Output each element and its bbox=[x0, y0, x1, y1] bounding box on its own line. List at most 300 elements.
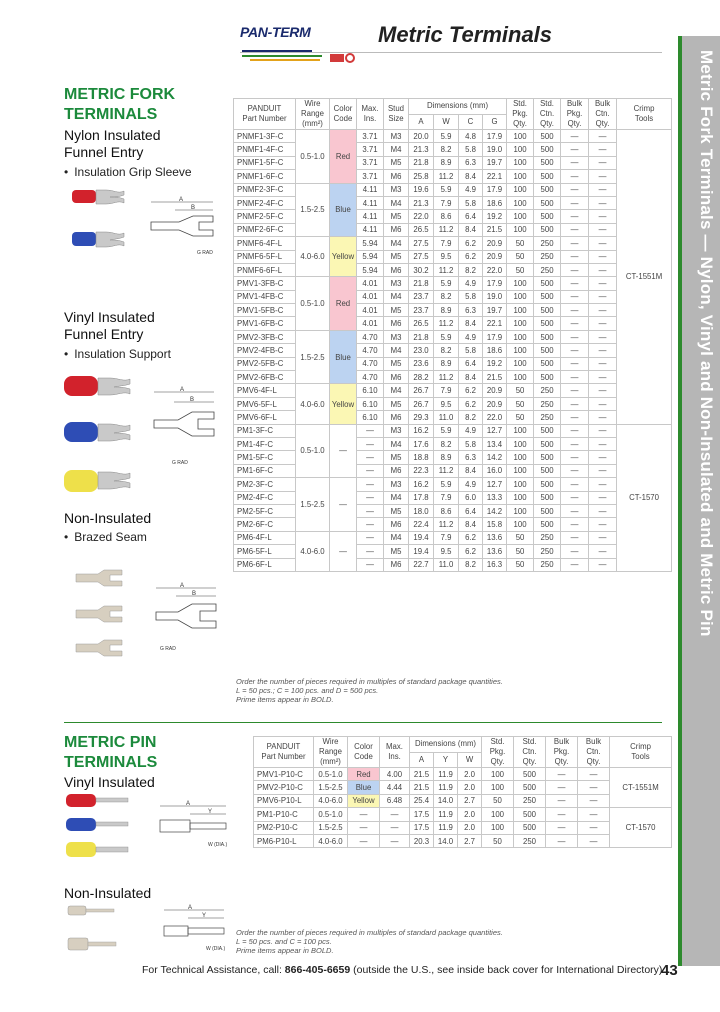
pin-title-line2: TERMINALS bbox=[64, 754, 158, 771]
std-pkg-qty: 100 bbox=[507, 478, 534, 491]
dim-w: 8.6 bbox=[434, 504, 459, 517]
pin-header-wire: Wire Range (mm²) bbox=[314, 737, 348, 768]
bulk-pkg-qty: — bbox=[561, 371, 589, 384]
stud-size: M3 bbox=[384, 330, 409, 343]
dim-a: 17.8 bbox=[409, 491, 434, 504]
std-ctn-qty: 500 bbox=[534, 143, 561, 156]
dim-c: 6.3 bbox=[459, 451, 483, 464]
dim-w: 8.6 bbox=[434, 210, 459, 223]
fork-spec-table bbox=[233, 98, 672, 572]
dim-a: 22.7 bbox=[409, 558, 434, 571]
std-pkg-qty: 100 bbox=[507, 371, 534, 384]
footer-tech-assistance bbox=[142, 964, 662, 976]
max-insulation: 3.71 bbox=[357, 156, 384, 169]
dim-g: 20.9 bbox=[483, 384, 507, 397]
dim-a: 21.3 bbox=[409, 196, 434, 209]
bulk-pkg-qty: — bbox=[561, 263, 589, 276]
part-number: PNMF2-4F-C bbox=[234, 196, 296, 209]
stud-size: M5 bbox=[384, 545, 409, 558]
stud-size: M4 bbox=[384, 531, 409, 544]
color-code: Red bbox=[330, 130, 357, 184]
dim-g: 16.3 bbox=[483, 558, 507, 571]
fork-header-color: Color Code bbox=[330, 99, 357, 130]
max-insulation: — bbox=[357, 491, 384, 504]
pin-bare-dim-w: W (DIA.) bbox=[206, 946, 226, 952]
dim-a: 21.8 bbox=[409, 277, 434, 290]
pin-header-dims: Dimensions (mm) bbox=[410, 737, 482, 753]
dim-g: 18.6 bbox=[483, 196, 507, 209]
stud-size: M4 bbox=[384, 437, 409, 450]
part-number: PMV1-3FB-C bbox=[234, 277, 296, 290]
page-title: Metric Terminals bbox=[378, 22, 553, 47]
max-insulation: 4.70 bbox=[357, 371, 384, 384]
color-code: Yellow bbox=[348, 794, 380, 807]
max-insulation: 4.11 bbox=[357, 183, 384, 196]
dim-y: 11.9 bbox=[434, 808, 458, 821]
max-insulation: — bbox=[357, 531, 384, 544]
bulk-ctn-qty: — bbox=[589, 183, 617, 196]
section-divider bbox=[64, 722, 662, 723]
bulk-pkg-qty: — bbox=[561, 357, 589, 370]
max-insulation: — bbox=[357, 558, 384, 571]
bulk-ctn-qty: — bbox=[589, 250, 617, 263]
max-insulation: 4.70 bbox=[357, 344, 384, 357]
vinyl-dim-b: B bbox=[190, 397, 195, 403]
std-ctn-qty: 250 bbox=[534, 531, 561, 544]
std-pkg-qty: 50 bbox=[507, 531, 534, 544]
std-ctn-qty: 500 bbox=[534, 304, 561, 317]
dim-a: 28.2 bbox=[409, 371, 434, 384]
std-pkg-qty: 100 bbox=[507, 277, 534, 290]
bulk-pkg-qty: — bbox=[546, 781, 578, 794]
nylon-fork-product-photos bbox=[70, 184, 130, 268]
std-ctn-qty: 500 bbox=[514, 768, 546, 781]
bulk-ctn-qty: — bbox=[578, 781, 610, 794]
fork-header-c: C bbox=[459, 114, 483, 130]
dim-w: 8.2 bbox=[434, 344, 459, 357]
std-pkg-qty: 50 bbox=[482, 834, 514, 847]
fork-header-wire: Wire Range (mm²) bbox=[296, 99, 330, 130]
stud-size: M4 bbox=[384, 344, 409, 357]
stud-size: M3 bbox=[384, 424, 409, 437]
std-ctn-qty: 500 bbox=[534, 210, 561, 223]
part-number: PNMF6-4F-L bbox=[234, 237, 296, 250]
dim-c: 4.9 bbox=[459, 478, 483, 491]
std-ctn-qty: 500 bbox=[534, 371, 561, 384]
wire-range: 4.0-6.0 bbox=[296, 531, 330, 571]
std-pkg-qty: 100 bbox=[507, 504, 534, 517]
part-number: PM6-6F-L bbox=[234, 558, 296, 571]
max-insulation: — bbox=[357, 545, 384, 558]
dim-a: 23.6 bbox=[409, 357, 434, 370]
std-ctn-qty: 500 bbox=[534, 277, 561, 290]
std-pkg-qty: 50 bbox=[507, 263, 534, 276]
brand-logo bbox=[240, 24, 358, 70]
part-number: PMV1-P10-C bbox=[254, 768, 314, 781]
bulk-ctn-qty: — bbox=[578, 834, 610, 847]
dim-c: 6.3 bbox=[459, 156, 483, 169]
part-number: PNMF1-6F-C bbox=[234, 170, 296, 183]
bulk-pkg-qty: — bbox=[561, 143, 589, 156]
side-tab-edge bbox=[678, 36, 682, 966]
dim-g: 19.0 bbox=[483, 143, 507, 156]
stud-size: M4 bbox=[384, 384, 409, 397]
part-number: PM6-5F-L bbox=[234, 545, 296, 558]
bulk-ctn-qty: — bbox=[589, 504, 617, 517]
logo-terminal-graphic bbox=[240, 44, 358, 68]
pin-header-ctn: Std. Ctn. Qty. bbox=[514, 737, 546, 768]
dim-a: 30.2 bbox=[409, 263, 434, 276]
dim-w: 11.2 bbox=[434, 371, 459, 384]
nylon-dim-rad: G RAD bbox=[197, 250, 213, 256]
nylon-feature-bullet: • Insulation Grip Sleeve bbox=[64, 165, 192, 179]
bulk-ctn-qty: — bbox=[578, 794, 610, 807]
pin-table-row bbox=[254, 821, 672, 834]
bulk-ctn-qty: — bbox=[589, 518, 617, 531]
std-pkg-qty: 50 bbox=[482, 794, 514, 807]
std-ctn-qty: 500 bbox=[534, 170, 561, 183]
fork-header-stud: Stud Size bbox=[384, 99, 409, 130]
stud-size: M6 bbox=[384, 518, 409, 531]
dim-c: 6.2 bbox=[459, 237, 483, 250]
bulk-pkg-qty: — bbox=[561, 277, 589, 290]
std-pkg-qty: 100 bbox=[482, 821, 514, 834]
bulk-pkg-qty: — bbox=[561, 518, 589, 531]
std-pkg-qty: 50 bbox=[507, 545, 534, 558]
std-pkg-qty: 100 bbox=[507, 464, 534, 477]
dim-g: 19.7 bbox=[483, 304, 507, 317]
fork-note: L = 50 pcs.; C = 100 pcs. and D = 500 pcs. bbox=[236, 686, 379, 695]
stud-size: M4 bbox=[384, 143, 409, 156]
fork-table-body bbox=[234, 130, 672, 572]
wire-range: 1.5-2.5 bbox=[296, 478, 330, 532]
fork-table-notes bbox=[236, 677, 503, 704]
dim-w: 7.9 bbox=[434, 384, 459, 397]
dim-c: 6.2 bbox=[459, 250, 483, 263]
dim-w: 11.0 bbox=[434, 558, 459, 571]
std-ctn-qty: 500 bbox=[534, 130, 561, 143]
bulk-pkg-qty: — bbox=[561, 170, 589, 183]
dim-w: 2.0 bbox=[458, 821, 482, 834]
dim-g: 22.0 bbox=[483, 263, 507, 276]
stud-size: M5 bbox=[384, 357, 409, 370]
dim-y: 14.0 bbox=[434, 834, 458, 847]
vinyl-feature-bullet: • Insulation Support bbox=[64, 347, 171, 361]
dim-c: 5.8 bbox=[459, 344, 483, 357]
logo-text: PAN-TERM bbox=[240, 24, 311, 40]
dim-a: 25.4 bbox=[410, 794, 434, 807]
std-pkg-qty: 50 bbox=[507, 411, 534, 424]
dim-a: 17.6 bbox=[409, 437, 434, 450]
bulk-ctn-qty: — bbox=[589, 357, 617, 370]
max-insulation: 4.70 bbox=[357, 357, 384, 370]
std-ctn-qty: 250 bbox=[514, 794, 546, 807]
color-code: — bbox=[330, 478, 357, 532]
part-number: PM1-5F-C bbox=[234, 451, 296, 464]
part-number: PNMF2-3F-C bbox=[234, 183, 296, 196]
pin-header-pkg: Std. Pkg. Qty. bbox=[482, 737, 514, 768]
dim-w: 11.2 bbox=[434, 263, 459, 276]
pin-spec-table bbox=[253, 736, 672, 848]
part-number: PMV1-4FB-C bbox=[234, 290, 296, 303]
bulk-ctn-qty: — bbox=[589, 210, 617, 223]
part-number: PNMF1-5F-C bbox=[234, 156, 296, 169]
pin-vinyl-product-photos bbox=[64, 790, 136, 862]
dim-g: 19.2 bbox=[483, 357, 507, 370]
max-insulation: 3.71 bbox=[357, 143, 384, 156]
dim-a: 19.4 bbox=[409, 531, 434, 544]
max-insulation: — bbox=[380, 834, 410, 847]
dim-w: 5.9 bbox=[434, 183, 459, 196]
part-number: PNMF1-3F-C bbox=[234, 130, 296, 143]
non-insulated-feature-bullet: • Brazed Seam bbox=[64, 530, 147, 544]
bulk-ctn-qty: — bbox=[589, 491, 617, 504]
dim-w: 8.2 bbox=[434, 143, 459, 156]
nylon-title-line2: Funnel Entry bbox=[64, 144, 144, 160]
std-pkg-qty: 100 bbox=[507, 317, 534, 330]
fork-table-row bbox=[234, 384, 672, 397]
part-number: PMV6-5F-L bbox=[234, 397, 296, 410]
dim-c: 8.4 bbox=[459, 317, 483, 330]
dim-c: 6.4 bbox=[459, 210, 483, 223]
dim-w: 7.9 bbox=[434, 196, 459, 209]
dim-g: 15.8 bbox=[483, 518, 507, 531]
std-pkg-qty: 50 bbox=[507, 384, 534, 397]
dim-a: 21.8 bbox=[409, 156, 434, 169]
color-code: Red bbox=[330, 277, 357, 331]
bulk-ctn-qty: — bbox=[589, 397, 617, 410]
dim-w: 2.7 bbox=[458, 794, 482, 807]
fork-table-row bbox=[234, 424, 672, 437]
dim-c: 4.9 bbox=[459, 424, 483, 437]
dim-a: 26.5 bbox=[409, 317, 434, 330]
std-pkg-qty: 50 bbox=[507, 250, 534, 263]
dim-a: 21.8 bbox=[409, 330, 434, 343]
stud-size: M6 bbox=[384, 170, 409, 183]
stud-size: M5 bbox=[384, 210, 409, 223]
part-number: PM2-5F-C bbox=[234, 504, 296, 517]
std-ctn-qty: 250 bbox=[534, 411, 561, 424]
std-pkg-qty: 100 bbox=[507, 210, 534, 223]
max-insulation: 6.10 bbox=[357, 384, 384, 397]
dim-w: 11.2 bbox=[434, 317, 459, 330]
std-ctn-qty: 500 bbox=[534, 464, 561, 477]
bulk-pkg-qty: — bbox=[561, 531, 589, 544]
bulk-pkg-qty: — bbox=[561, 317, 589, 330]
dim-a: 23.7 bbox=[409, 290, 434, 303]
dim-w: 2.7 bbox=[458, 834, 482, 847]
fork-header-tools: Crimp Tools bbox=[617, 99, 672, 130]
dim-a: 21.5 bbox=[410, 781, 434, 794]
stud-size: M5 bbox=[384, 504, 409, 517]
dim-a: 21.5 bbox=[410, 768, 434, 781]
part-number: PM2-6F-C bbox=[234, 518, 296, 531]
std-ctn-qty: 500 bbox=[534, 317, 561, 330]
std-ctn-qty: 500 bbox=[514, 781, 546, 794]
max-insulation: 6.10 bbox=[357, 397, 384, 410]
fork-table-row bbox=[234, 237, 672, 250]
footer-text-before: For Technical Assistance, call: bbox=[142, 964, 285, 976]
bulk-pkg-qty: — bbox=[561, 210, 589, 223]
std-pkg-qty: 100 bbox=[507, 143, 534, 156]
dim-c: 6.2 bbox=[459, 545, 483, 558]
bulk-pkg-qty: — bbox=[561, 344, 589, 357]
dim-c: 8.4 bbox=[459, 371, 483, 384]
pin-header-y: Y bbox=[434, 752, 458, 768]
fork-note: Prime items appear in BOLD. bbox=[236, 695, 334, 704]
dim-y: 14.0 bbox=[434, 794, 458, 807]
bulk-ctn-qty: — bbox=[589, 277, 617, 290]
dim-c: 4.9 bbox=[459, 330, 483, 343]
max-insulation: 4.01 bbox=[357, 277, 384, 290]
footer-phone[interactable]: 866-405-6659 bbox=[284, 964, 351, 976]
dim-c: 8.4 bbox=[459, 518, 483, 531]
dim-w: 5.9 bbox=[434, 424, 459, 437]
std-pkg-qty: 100 bbox=[507, 170, 534, 183]
bare-dim-rad: G RAD bbox=[160, 646, 176, 652]
pin-non-insulated-heading: Non-Insulated bbox=[64, 885, 152, 901]
pin-title-line1: METRIC PIN bbox=[64, 734, 157, 751]
dim-g: 13.3 bbox=[483, 491, 507, 504]
dim-a: 19.6 bbox=[409, 183, 434, 196]
std-ctn-qty: 250 bbox=[534, 263, 561, 276]
std-ctn-qty: 250 bbox=[514, 834, 546, 847]
color-code: Blue bbox=[348, 781, 380, 794]
max-insulation: 4.44 bbox=[380, 781, 410, 794]
color-code: — bbox=[348, 808, 380, 821]
pin-vinyl-dim-y: Y bbox=[208, 809, 213, 815]
bulk-ctn-qty: — bbox=[589, 424, 617, 437]
fork-table-row bbox=[234, 183, 672, 196]
dim-g: 20.9 bbox=[483, 250, 507, 263]
stud-size: M6 bbox=[384, 223, 409, 236]
dim-g: 17.9 bbox=[483, 277, 507, 290]
dim-w: 11.2 bbox=[434, 223, 459, 236]
stud-size: M4 bbox=[384, 196, 409, 209]
dim-w: 8.2 bbox=[434, 290, 459, 303]
bulk-ctn-qty: — bbox=[578, 768, 610, 781]
max-insulation: 3.71 bbox=[357, 170, 384, 183]
color-code: — bbox=[330, 424, 357, 478]
pin-table-row bbox=[254, 768, 672, 781]
std-pkg-qty: 100 bbox=[507, 304, 534, 317]
part-number: PMV6-6F-L bbox=[234, 411, 296, 424]
std-pkg-qty: 50 bbox=[507, 237, 534, 250]
bulk-ctn-qty: — bbox=[589, 237, 617, 250]
vinyl-title-line2: Funnel Entry bbox=[64, 326, 144, 342]
std-pkg-qty: 100 bbox=[482, 808, 514, 821]
max-insulation: 5.94 bbox=[357, 237, 384, 250]
dim-c: 4.9 bbox=[459, 183, 483, 196]
fork-header-part: PANDUIT Part Number bbox=[234, 99, 296, 130]
fork-title-line2: TERMINALS bbox=[64, 106, 158, 123]
std-ctn-qty: 250 bbox=[534, 384, 561, 397]
stud-size: M6 bbox=[384, 371, 409, 384]
part-number: PM6-P10-L bbox=[254, 834, 314, 847]
color-code: — bbox=[330, 531, 357, 571]
std-ctn-qty: 500 bbox=[534, 518, 561, 531]
bulk-pkg-qty: — bbox=[546, 768, 578, 781]
std-pkg-qty: 50 bbox=[507, 397, 534, 410]
bulk-ctn-qty: — bbox=[589, 223, 617, 236]
max-insulation: — bbox=[357, 518, 384, 531]
dim-c: 8.2 bbox=[459, 558, 483, 571]
std-pkg-qty: 100 bbox=[482, 768, 514, 781]
stud-size: M3 bbox=[384, 478, 409, 491]
dim-a: 29.3 bbox=[409, 411, 434, 424]
dim-a: 16.2 bbox=[409, 424, 434, 437]
std-ctn-qty: 500 bbox=[534, 290, 561, 303]
pin-section-title bbox=[64, 733, 157, 773]
dim-c: 6.2 bbox=[459, 397, 483, 410]
dim-g: 13.6 bbox=[483, 545, 507, 558]
pin-header-color: Color Code bbox=[348, 737, 380, 768]
dim-c: 5.8 bbox=[459, 143, 483, 156]
pin-note: Prime items appear in BOLD. bbox=[236, 946, 334, 955]
std-pkg-qty: 100 bbox=[507, 223, 534, 236]
max-insulation: 4.11 bbox=[357, 196, 384, 209]
stud-size: M5 bbox=[384, 304, 409, 317]
max-insulation: 4.11 bbox=[357, 223, 384, 236]
dim-y: 11.9 bbox=[434, 821, 458, 834]
bulk-pkg-qty: — bbox=[561, 250, 589, 263]
dim-a: 17.5 bbox=[410, 808, 434, 821]
fork-note: Order the number of pieces required in multiples of standard package quantities. bbox=[236, 677, 503, 686]
max-insulation: 4.01 bbox=[357, 304, 384, 317]
bulk-ctn-qty: — bbox=[589, 170, 617, 183]
dim-a: 22.0 bbox=[409, 210, 434, 223]
nylon-fork-dimension-diagram bbox=[145, 196, 225, 264]
wire-range: 1.5-2.5 bbox=[296, 183, 330, 237]
std-pkg-qty: 100 bbox=[507, 344, 534, 357]
wire-range: 0.5-1.0 bbox=[296, 424, 330, 478]
wire-range: 1.5-2.5 bbox=[296, 330, 330, 384]
part-number: PMV2-6FB-C bbox=[234, 371, 296, 384]
part-number: PMV6-P10-L bbox=[254, 794, 314, 807]
part-number: PMV1-5FB-C bbox=[234, 304, 296, 317]
fork-title-line1: METRIC FORK bbox=[64, 86, 176, 103]
vinyl-dim-rad: G RAD bbox=[172, 460, 188, 466]
fork-table-row bbox=[234, 130, 672, 143]
dim-a: 16.2 bbox=[409, 478, 434, 491]
dim-w: 11.0 bbox=[434, 411, 459, 424]
bulk-ctn-qty: — bbox=[589, 451, 617, 464]
dim-g: 19.7 bbox=[483, 156, 507, 169]
part-number: PM1-4F-C bbox=[234, 437, 296, 450]
stud-size: M6 bbox=[384, 464, 409, 477]
max-insulation: — bbox=[380, 821, 410, 834]
stud-size: M4 bbox=[384, 491, 409, 504]
wire-range: 4.0-6.0 bbox=[314, 834, 348, 847]
title-divider bbox=[240, 52, 662, 53]
part-number: PNMF2-5F-C bbox=[234, 210, 296, 223]
pin-vinyl-dimension-diagram bbox=[150, 798, 240, 850]
fork-table-row bbox=[234, 277, 672, 290]
dim-w: 11.2 bbox=[434, 170, 459, 183]
bulk-pkg-qty: — bbox=[561, 183, 589, 196]
bulk-ctn-qty: — bbox=[589, 478, 617, 491]
part-number: PNMF2-6F-C bbox=[234, 223, 296, 236]
bulk-pkg-qty: — bbox=[561, 491, 589, 504]
stud-size: M3 bbox=[384, 130, 409, 143]
fork-header-g: G bbox=[483, 114, 507, 130]
max-insulation: 3.71 bbox=[357, 130, 384, 143]
dim-a: 26.7 bbox=[409, 384, 434, 397]
pin-non-insulated-product-photos bbox=[66, 902, 126, 958]
max-insulation: 5.94 bbox=[357, 263, 384, 276]
bulk-pkg-qty: — bbox=[561, 504, 589, 517]
bulk-pkg-qty: — bbox=[561, 130, 589, 143]
